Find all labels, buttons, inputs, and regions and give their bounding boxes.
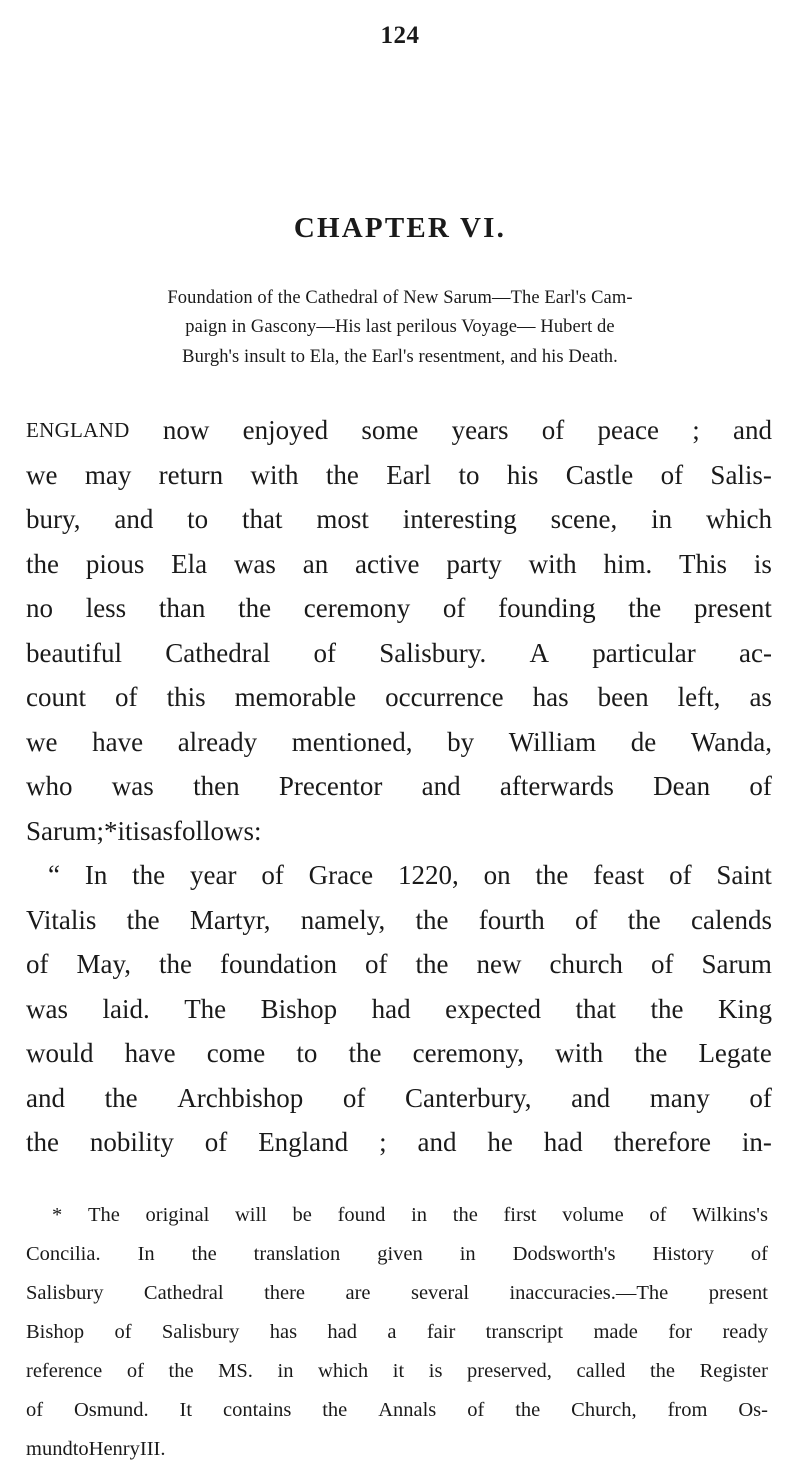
text-line: was laid. The Bishop had expected that the King <box>26 993 772 1024</box>
footnote-line: reference of the MS. in which it is preserved, called the Register <box>26 1360 768 1382</box>
paragraph-2 <box>26 853 772 1165</box>
text-line: ENGLAND now enjoyed some years of peace ; and <box>26 415 772 445</box>
text-line: no less than the ceremony of founding the present <box>26 593 772 623</box>
summary-line: paign in Gascony—His last perilous Voyage— Hubert de <box>185 317 615 338</box>
text-line: and the Archbishop of Canterbury, and many of <box>26 1082 772 1113</box>
paragraph-1 <box>26 408 772 853</box>
footnote-line: of Osmund. It contains the Annals of the Church, from Os- <box>26 1399 768 1421</box>
chapter-summary <box>34 284 766 372</box>
footnote-line: * The original will be found in the first volume of Wilkins's <box>52 1204 768 1226</box>
text-line: “ In the year of Grace 1220, on the feast of Saint <box>48 860 772 890</box>
text-line: we may return with the Earl to his Castle of Salis- <box>26 459 772 490</box>
text-line: of May, the foundation of the new church of Sarum <box>26 949 772 979</box>
footnote-line: mund to Henry III. <box>26 1438 166 1460</box>
text-line: would have come to the ceremony, with the Legate <box>26 1038 772 1068</box>
footnote-line: Concilia. In the translation given in Dodsworth's History of <box>26 1243 768 1265</box>
footnote-line: Salisbury Cathedral there are several inaccuracies.—The present <box>26 1282 768 1304</box>
summary-line: Foundation of the Cathedral of New Sarum—The Earl's Cam- <box>167 288 633 308</box>
text-line: who was then Precentor and afterwards Dean of <box>26 771 772 801</box>
text-line: we have already mentioned, by William de Wanda, <box>26 726 772 757</box>
text-line: the nobility of England ; and he had therefore in- <box>26 1127 772 1157</box>
body-text <box>26 408 772 1165</box>
text-line: bury, and to that most interesting scene, in which <box>26 504 772 534</box>
text-line: beautiful Cathedral of Salisbury. A particular ac- <box>26 637 772 668</box>
summary-line: Burgh's insult to Ela, the Earl's resentment, and his Death. <box>182 346 618 367</box>
text-line: the pious Ela was an active party with him. This is <box>26 548 772 579</box>
footnote-line: Bishop of Salisbury has had a fair transcript made for ready <box>26 1321 768 1343</box>
page-number: 124 <box>380 22 420 49</box>
footnote <box>26 1196 768 1469</box>
chapter-title: CHAPTER VI. <box>293 212 507 244</box>
text-line: Vitalis the Martyr, namely, the fourth of the calends <box>26 904 772 935</box>
text-line: Sarum ; * it is as follows : <box>26 815 262 846</box>
text-line: count of this memorable occurrence has been left, as <box>26 682 772 712</box>
